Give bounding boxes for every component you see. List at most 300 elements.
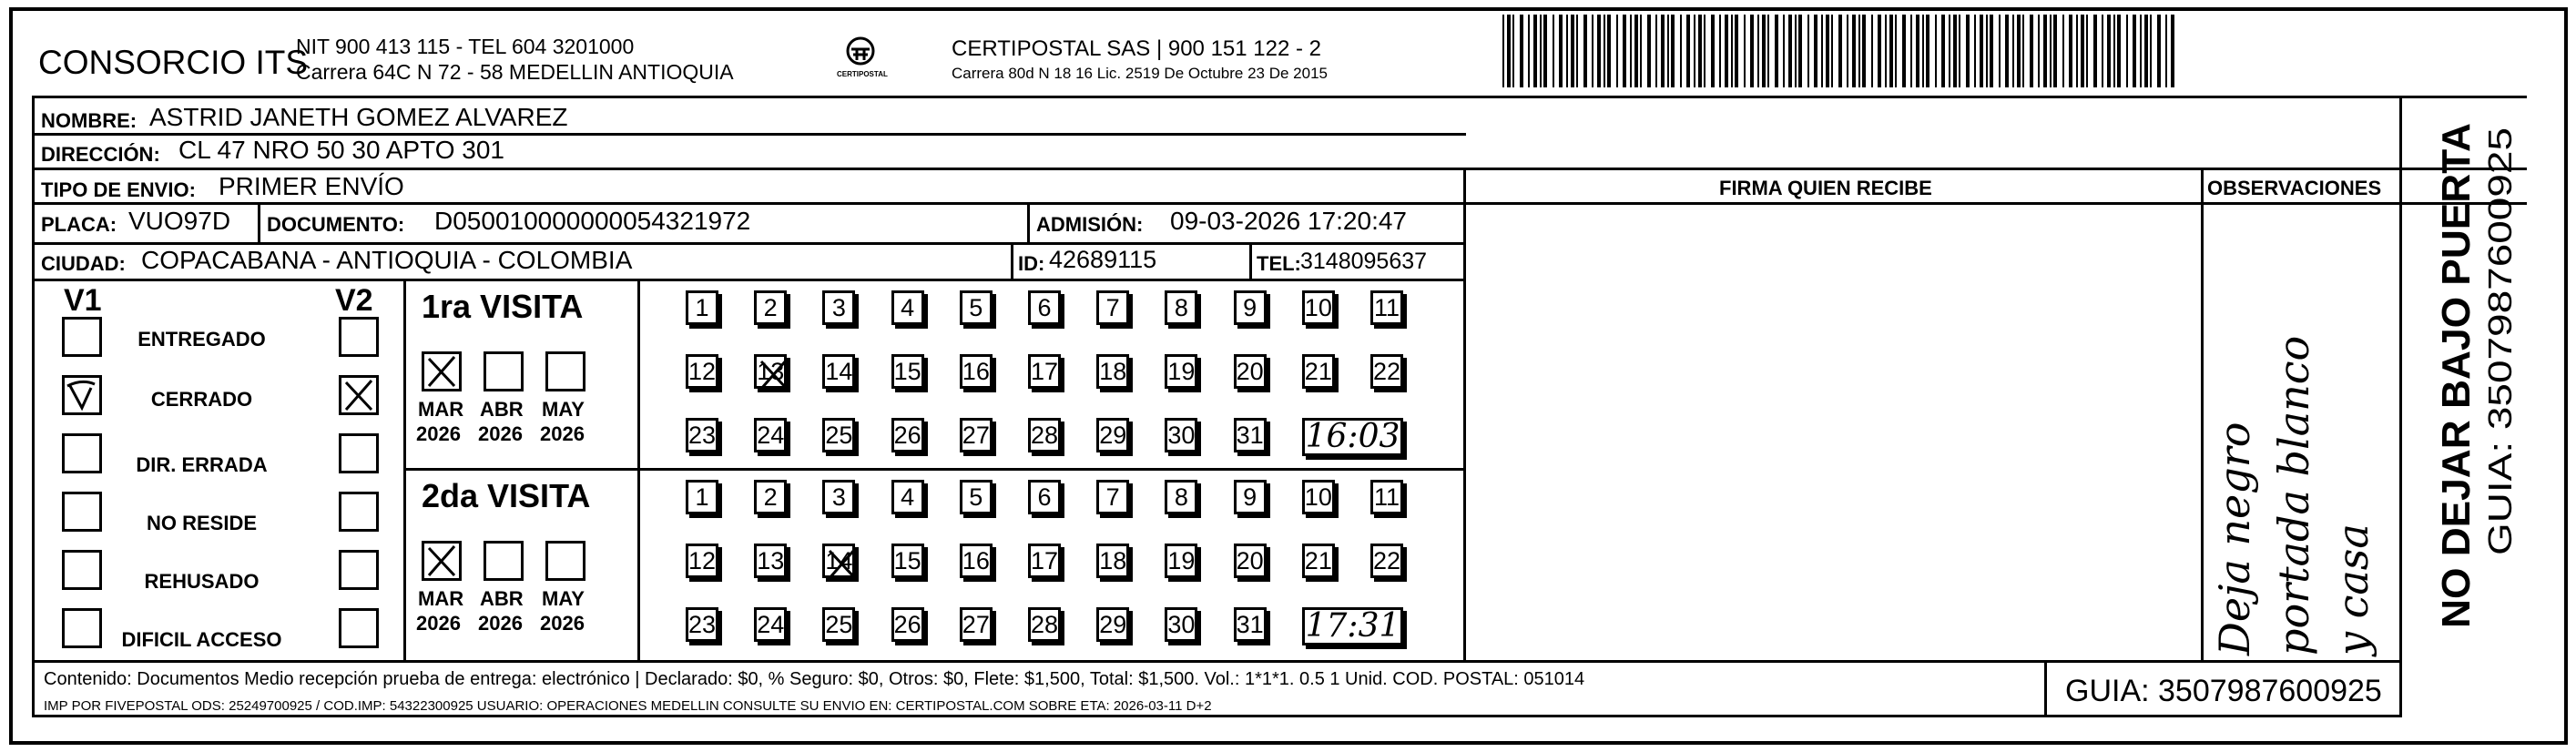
day-number: 6 [1037,294,1052,321]
barcode-bar [1686,15,1690,87]
day-box[interactable] [1370,354,1403,389]
barcode-bar [1502,15,1504,87]
day-box[interactable] [1096,607,1129,642]
barcode-bar [1902,15,1906,87]
barcode-bar [1583,15,1587,87]
v2-header: V2 [335,283,373,318]
day-box[interactable] [822,480,855,514]
barcode-bar [2053,15,2057,87]
side-title: NO DEJAR BAJO PUERTA [2434,126,2479,628]
barcode-bar [1553,15,1554,87]
barcode-bar [1735,15,1738,87]
day-box[interactable] [822,607,855,642]
tipo-envio-label: TIPO DE ENVIO: [41,178,196,201]
day-number: 19 [1167,358,1196,385]
barcode-bar [1798,15,1802,87]
month-label: ABR [480,398,524,421]
visit-time: 17:31 [1305,607,1400,645]
barcode-bar [1795,15,1797,87]
company-nit: NIT 900 413 115 - TEL 604 3201000 [296,35,635,58]
day-box[interactable] [1302,354,1335,389]
admision-value: 09-03-2026 17:20:47 [1170,207,1407,235]
side-guia: GUIA: 3507987600925 [2481,219,2519,555]
col-line [258,202,260,242]
day-box[interactable] [754,607,787,642]
barcode-bar [1540,15,1542,87]
certipostal-logo [833,33,888,84]
barcode-graphic [1502,15,2176,87]
day-box[interactable] [822,290,855,325]
day-box[interactable] [686,290,718,325]
barcode-bar [1719,15,1721,87]
ciudad-label: CIUDAD: [41,252,126,275]
day-box[interactable] [1370,544,1403,578]
logo-text: CERTIPOSTAL [837,70,888,78]
day-box[interactable] [1165,607,1197,642]
day-box[interactable] [1370,480,1403,514]
day-box[interactable] [1096,290,1129,325]
day-box[interactable] [1234,354,1267,389]
day-box[interactable] [891,480,924,514]
day-box[interactable] [1028,290,1061,325]
barcode-bar [1597,15,1601,87]
barcode-bar [1878,15,1881,87]
months-right-line [637,279,640,663]
barcode-bar [1616,15,1618,87]
barcode-bar [2117,15,2121,87]
barcode-bar [1986,15,1988,87]
day-number: 28 [1031,611,1059,638]
barcode-bar [1871,15,1873,87]
side-panel [2413,109,2559,637]
nombre-value: ASTRID JANETH GOMEZ ALVAREZ [149,103,568,131]
barcode-bar [1694,15,1695,87]
barcode-bar [1847,15,1848,87]
day-number: 17 [1031,547,1059,574]
day-number: 17 [1031,358,1059,385]
day-number: 11 [1373,294,1400,321]
day-box[interactable] [686,544,718,578]
year-label: 2026 [478,612,523,635]
month-label: MAY [542,398,585,421]
day-number: 8 [1174,294,1188,321]
status-label: DIR. ERRADA [136,453,268,476]
day-box[interactable] [1028,607,1061,642]
day-number: 1 [695,483,709,511]
day-box[interactable] [960,607,993,642]
barcode-bar [1543,15,1547,87]
status-v2-checkbox[interactable] [339,550,379,590]
day-number: 9 [1243,294,1257,321]
status-right-line [403,279,406,663]
day-number: 16 [962,358,990,385]
barcode-bar [1711,15,1715,87]
day-number: 3 [831,294,846,321]
day-number: 29 [1099,422,1127,449]
barcode-bar [1704,15,1705,87]
day-box[interactable] [1028,544,1061,578]
barcode-bar [2171,15,2174,87]
check-mark-icon [422,541,462,581]
day-box[interactable] [891,607,924,642]
day-number: 9 [1243,483,1257,511]
barcode-bar [2157,15,2161,87]
day-number: 27 [962,422,990,449]
month-checkbox[interactable] [484,351,524,391]
barcode-bar [1862,15,1866,87]
barcode-bar [2012,15,2014,87]
day-number: 26 [893,422,921,449]
day-number: 7 [1105,294,1120,321]
day-box[interactable] [754,354,787,389]
day-number: 13 [757,358,785,385]
day-number: 4 [901,294,915,321]
barcode-bar [2076,15,2078,87]
barcode-bar [2081,15,2084,87]
day-box[interactable] [1234,544,1267,578]
visit-title: 1ra VISITA [422,288,584,325]
barcode-bar [1953,15,1957,87]
barcode-bar [2005,15,2009,87]
barcode-bar [1571,15,1574,87]
col-line [1027,202,1030,242]
barcode-bar [2030,15,2033,87]
barcode-bar [1941,15,1945,87]
day-number: 12 [688,547,717,574]
month-checkbox[interactable] [422,351,462,391]
day-number: 28 [1031,422,1059,449]
day-number: 31 [1236,422,1264,449]
obs-right-line [2399,96,2402,716]
barcode-bar [1916,15,1919,87]
day-number: 7 [1105,483,1120,511]
month-label: MAY [542,587,585,610]
status-v2-checkbox[interactable] [339,492,379,532]
status-v2-checkbox[interactable] [339,608,379,648]
day-box[interactable] [754,290,787,325]
obs-line-3: y casa [2328,523,2377,655]
barcode-bar [1889,15,1893,87]
day-box[interactable] [891,354,924,389]
row-line [32,202,2527,205]
day-number: 11 [1373,483,1400,511]
day-box[interactable] [960,290,993,325]
barcode-bar [2062,15,2064,87]
firma-label: FIRMA QUIEN RECIBE [1719,177,1932,199]
day-box[interactable] [1302,480,1335,514]
barcode-bar [2165,15,2167,87]
barcode-bar [1592,15,1593,87]
day-box[interactable] [960,480,993,514]
day-number: 10 [1304,294,1332,321]
observaciones-handwriting [2204,205,2397,660]
day-number: 23 [688,611,717,638]
barcode-bar [1634,15,1638,87]
status-label: REHUSADO [144,570,260,593]
barcode-bar [1935,15,1937,87]
day-number: 4 [901,483,915,511]
obs-line-1: Deja negro [2210,422,2259,655]
barcode-bar [2038,15,2040,87]
visit-time: 16:03 [1305,418,1400,455]
day-number: 26 [893,611,921,638]
day-number: 12 [688,358,717,385]
day-box[interactable] [1096,544,1129,578]
day-number: 10 [1304,483,1332,511]
row-line [32,279,1466,281]
tipo-envio-value: PRIMER ENVÍO [219,172,404,200]
footer-left-line [32,660,35,717]
admision-label: ADMISIÓN: [1036,213,1144,236]
barcode-bar [1852,15,1856,87]
barcode-bar [1744,15,1746,87]
barcode-bar [2144,15,2148,87]
day-box[interactable] [1165,290,1197,325]
barcode-bar [1533,15,1537,87]
day-box[interactable] [686,480,718,514]
day-box[interactable] [891,290,924,325]
day-number: 5 [969,483,983,511]
barcode-bar [2022,15,2024,87]
barcode-bar [1895,15,1897,87]
day-number: 25 [825,422,853,449]
day-box[interactable] [960,354,993,389]
barcode-bar [1966,15,1970,87]
day-number: 22 [1373,358,1401,385]
day-box[interactable] [1165,480,1197,514]
row-line [32,168,2527,170]
day-box[interactable] [1234,290,1267,325]
day-box[interactable] [754,544,787,578]
day-box[interactable] [754,480,787,514]
year-label: 2026 [478,422,523,445]
month-checkbox[interactable] [422,541,462,581]
barcode-bar [1807,15,1809,87]
courier-name: CERTIPOSTAL SAS | 900 151 122 - 2 [952,36,1321,61]
barcode-bar [1750,15,1754,87]
day-box[interactable] [1370,290,1403,325]
tel-label: TEL: [1257,252,1301,275]
barcode [1502,15,2176,87]
col-line [1249,242,1252,279]
day-number: 2 [763,483,778,511]
status-v2-checkbox[interactable] [339,317,379,357]
day-box[interactable] [822,544,855,578]
documento-label: DOCUMENTO: [267,213,405,236]
barcode-bar [2150,15,2152,87]
barcode-bar [1623,15,1626,87]
barcode-bar [2069,15,2072,87]
barcode-bar [2017,15,2021,87]
day-number: 31 [1236,611,1264,638]
barcode-bar [1783,15,1785,87]
day-box[interactable] [686,607,718,642]
documento-value: D050010000000054321972 [434,207,751,235]
barcode-bar [1528,15,1530,87]
month-label: MAR [418,587,464,610]
barcode-bar [1607,15,1611,87]
month-checkbox[interactable] [545,541,585,581]
day-box[interactable] [1165,418,1197,452]
day-number: 29 [1099,611,1127,638]
barcode-bar [2113,15,2115,87]
barcode-bar [1576,15,1578,87]
barcode-bar [1640,15,1642,87]
day-box[interactable] [891,544,924,578]
day-box[interactable] [960,544,993,578]
ciudad-value: COPACABANA - ANTIOQUIA - COLOMBIA [141,246,633,274]
obs-line-2: portada blanco [2269,335,2318,655]
day-box[interactable] [1302,544,1335,578]
day-box[interactable] [1096,418,1129,452]
courier-address: Carrera 80d N 18 16 Lic. 2519 De Octubre 23 De 2015 [952,65,1328,82]
barcode-bar [2093,15,2097,87]
day-box[interactable] [1028,418,1061,452]
barcode-bar [2140,15,2142,87]
footer-guia-line [2044,660,2047,716]
barcode-bar [1507,15,1511,87]
month-label: MAR [418,398,464,421]
day-box[interactable] [1234,480,1267,514]
day-number: 27 [962,611,990,638]
month-label: ABR [480,587,524,610]
visit-title: 2da VISITA [422,477,591,514]
barcode-bar [1520,15,1523,87]
day-box[interactable] [1302,290,1335,325]
day-number: 20 [1236,547,1264,574]
day-box[interactable] [891,418,924,452]
day-number: 2 [763,294,778,321]
row-line [32,96,2527,98]
barcode-bar [1661,15,1665,87]
barcode-bar [1788,15,1792,87]
day-number: 25 [825,611,853,638]
barcode-bar [1926,15,1929,87]
status-v2-checkbox[interactable] [339,375,379,415]
barcode-bar [1731,15,1733,87]
day-number: 14 [825,547,853,574]
day-box[interactable] [1165,544,1197,578]
day-box[interactable] [1234,607,1267,642]
day-number: 15 [893,358,921,385]
barcode-bar [1959,15,1960,87]
barcode-bar [1949,15,1950,87]
barcode-bar [1999,15,2001,87]
footer-bottom-line [32,715,2402,717]
day-box[interactable] [960,418,993,452]
day-number: 5 [969,294,983,321]
day-number: 20 [1236,358,1264,385]
day-number: 24 [757,611,785,638]
barcode-bar [2086,15,2088,87]
check-mark-icon [822,544,862,584]
barcode-bar [2133,15,2136,87]
footer-contenido: Contenido: Documentos Medio recepción prueba de entrega: electrónico | Declarado: $0, % Seguro: $0, Otros: $0, Flete: $1,500, Total: $1,500. Vol.: 1*1*1. 0.5 1 Unid. COD. POSTAL: 051014 [44,669,1585,689]
barcode-bar [1604,15,1605,87]
status-label: ENTREGADO [137,328,266,351]
status-label: NO RESIDE [146,512,258,534]
day-number: 21 [1304,547,1332,574]
barcode-bar [1814,15,1817,87]
year-label: 2026 [416,422,461,445]
footer-imp: IMP POR FIVEPOSTAL ODS: 25249700925 / COD.IMP: 54322300925 USUARIO: OPERACIONES MEDELLIN CONSULTE SU ENVIO EN: CERTIPOSTAL.COM SOBRE ETA: 2026-03-11 D+2 [44,698,1212,714]
day-number: 18 [1099,547,1127,574]
barcode-bar [1980,15,1983,87]
day-number: 30 [1167,422,1196,449]
month-checkbox[interactable] [545,351,585,391]
barcode-bar [1767,15,1769,87]
barcode-bar [1831,15,1833,87]
month-checkbox[interactable] [484,541,524,581]
barcode-bar [1757,15,1759,87]
barcode-bar [1559,15,1563,87]
day-number: 23 [688,422,717,449]
id-label: ID: [1018,252,1045,275]
day-number: 18 [1099,358,1127,385]
status-v2-checkbox[interactable] [339,433,379,473]
day-box[interactable] [1096,480,1129,514]
barcode-bar [2102,15,2103,87]
side-text-graphic [2413,109,2559,637]
year-label: 2026 [416,612,461,635]
barcode-bar [2050,15,2052,87]
day-box[interactable] [754,418,787,452]
barcode-bar [1838,15,1842,87]
barcode-bar [1655,15,1657,87]
handwriting-graphic [2204,205,2397,660]
barcode-bar [1647,15,1651,87]
tel-value: 3148095637 [1300,249,1428,274]
day-number: 22 [1373,547,1401,574]
year-label: 2026 [540,422,585,445]
barcode-bar [1990,15,1993,87]
visit-divider [403,468,1466,471]
day-box[interactable] [686,354,718,389]
day-number: 30 [1167,611,1196,638]
barcode-bar [2043,15,2047,87]
barcode-bar [1671,15,1675,87]
barcode-bar [1762,15,1766,87]
barcode-bar [1680,15,1682,87]
day-number: 15 [893,547,921,574]
observaciones-label: OBSERVACIONES [2207,177,2382,199]
direccion-label: DIRECCIÓN: [41,143,160,166]
day-box[interactable] [1165,354,1197,389]
direccion-value: CL 47 NRO 50 30 APTO 301 [178,136,504,164]
day-box[interactable] [1096,354,1129,389]
day-box[interactable] [822,354,855,389]
day-number: 14 [825,358,853,385]
company-name: CONSORCIO ITS [38,44,309,81]
day-box[interactable] [1234,418,1267,452]
barcode-bar [1630,15,1632,87]
day-number: 24 [757,422,785,449]
time-box[interactable] [1302,418,1403,456]
nombre-label: NOMBRE: [41,109,137,132]
v1-header: V1 [64,283,102,318]
day-number: 6 [1037,483,1052,511]
time-box[interactable] [1302,607,1403,645]
day-box[interactable] [686,418,718,452]
id-value: 42689115 [1049,246,1157,273]
barcode-bar [1512,15,1514,87]
day-box[interactable] [822,418,855,452]
day-box[interactable] [1028,354,1061,389]
day-box[interactable] [1028,480,1061,514]
barcode-bar [2126,15,2128,87]
barcode-bar [1566,15,1568,87]
barcode-bar [1725,15,1728,87]
